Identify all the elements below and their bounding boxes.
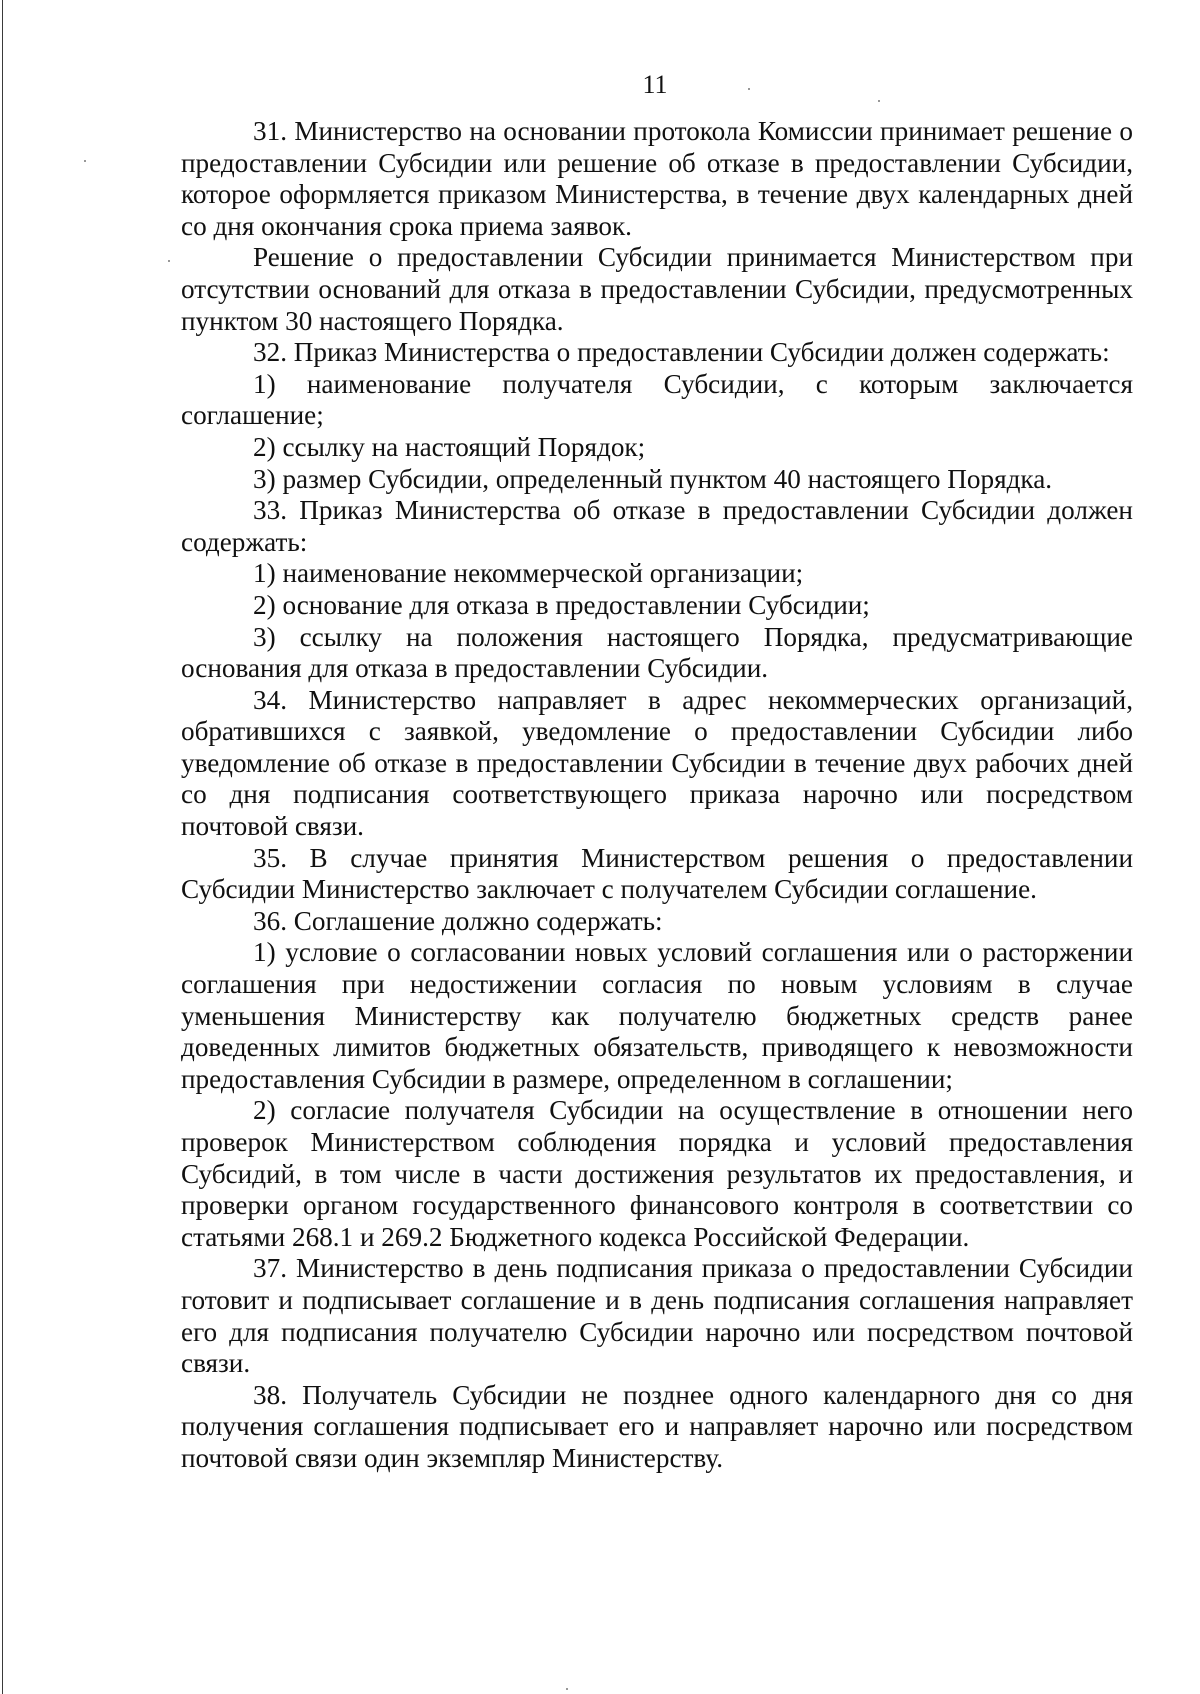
scan-speck: [878, 100, 880, 102]
paragraph-36-item-1: 1) условие о согласовании новых условий соглашения или о расторжении соглашения при недостижении согласия по новым условиям в случае уменьшения Министерству как получателю бюджетных средств ранее доведенных лимитов бюджетных обязательств, приводящего к невозможности предоставления Субсидии в размере, определенном в соглашении;: [181, 937, 1133, 1094]
paragraph-31: 31. Министерство на основании протокола Комиссии принимает решение о предоставлении Субсидии или решение об отказе в предоставлении Субсидии, которое оформляется приказом Министерства, в течение двух календарных дней со дня окончания срока приема заявок.: [181, 116, 1133, 241]
paragraph-32-item-2: 2) ссылку на настоящий Порядок;: [253, 431, 646, 462]
paragraph-32: 32. Приказ Министерства о предоставлении Субсидии должен содержать:: [253, 337, 1110, 368]
scan-speck: [168, 260, 170, 262]
scan-speck: [84, 160, 86, 162]
paragraph-33-item-1: 1) наименование некоммерческой организации;: [253, 558, 804, 589]
paragraph-36-item-2: 2) согласие получателя Субсидии на осуществление в отношении него проверок Министерством соблюдения порядка и условий предоставления Субсидий, в том числе в части достижения результатов их предоставления, и проверки органом государственного финансового контроля в соответствии со статьями 268.1 и 269.2 Бюджетного кодекса Российской Федерации.: [181, 1095, 1133, 1252]
paragraph-32-item-3: 3) размер Субсидии, определенный пунктом 40 настоящего Порядка.: [253, 463, 1053, 494]
paragraph-38: 38. Получатель Субсидии не позднее одного календарного дня со дня получения соглашения подписывает его и направляет нарочно или посредством почтовой связи один экземпляр Министерству.: [181, 1379, 1133, 1473]
paragraph-33-item-2: 2) основание для отказа в предоставлении Субсидии;: [253, 589, 870, 620]
paragraph-33: 33. Приказ Министерства об отказе в предоставлении Субсидии должен содержать:: [181, 495, 1133, 557]
paragraph-33-item-3: 3) ссылку на положения настоящего Порядка, предусматривающие основания для отказа в предоставлении Субсидии.: [181, 621, 1133, 684]
page-edge: [2, 0, 3, 1694]
paragraph-37: 37. Министерство в день подписания приказа о предоставлении Субсидии готовит и подписывает соглашение и в день подписания соглашения направляет его для подписания получателю Субсидии нарочно или посредством почтовой связи.: [181, 1253, 1133, 1379]
paragraph-32-item-1: 1) наименование получателя Субсидии, с которым заключается соглашение;: [181, 368, 1133, 431]
scan-speck: [748, 88, 750, 90]
scan-speck: [566, 1688, 568, 1690]
paragraph-36: 36. Соглашение должно содержать:: [253, 905, 663, 936]
paragraph-31-decision: Решение о предоставлении Субсидии принимается Министерством при отсутствии оснований для отказа в предоставлении Субсидии, предусмотренных пунктом 30 настоящего Порядка.: [181, 242, 1133, 336]
paragraph-35: 35. В случае принятия Министерством решения о предоставлении Субсидии Министерство заключает с получателем Субсидии соглашение.: [181, 842, 1133, 905]
document-body: [181, 116, 1133, 1475]
paragraph-34: 34. Министерство направляет в адрес некоммерческих организаций, обратившихся с заявкой, уведомление о предоставлении Субсидии либо уведомление об отказе в предоставлении Субсидии в течение двух рабочих дней со дня подписания соответствующего приказа нарочно или посредством почтовой связи.: [181, 684, 1133, 842]
page-number: 11: [642, 70, 668, 99]
